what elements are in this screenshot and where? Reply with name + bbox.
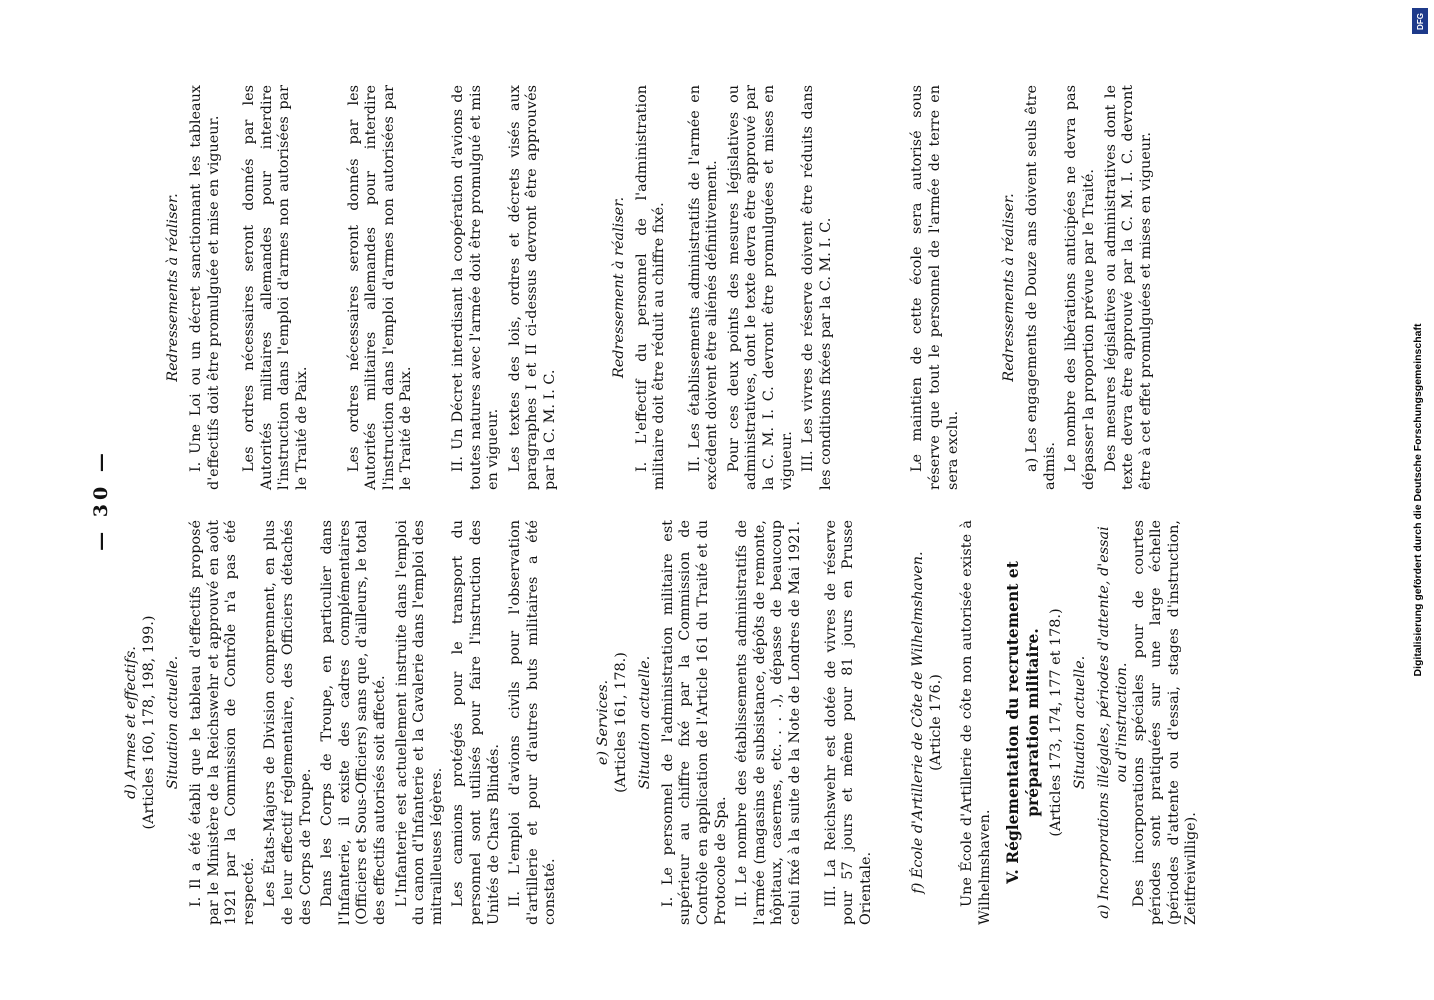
v-sub-a-title: a) Incorporations illégales, périodes d'attente, d'essai ou d'instruction.	[1095, 526, 1130, 919]
d-actual-p4: L'Infanterie est actuellement instruite dans l'emploi du canon d'Infanterie et la Cavalerie dans l'emploi des mitrailleuses légères.	[393, 520, 445, 925]
dfg-logo: DFG	[1412, 8, 1428, 34]
redress-heading-v: Redressements à réaliser.	[1001, 193, 1018, 382]
section-d-title: d) Armes et effectifs.	[123, 646, 139, 799]
v-redress-p3: Des mesures législatives ou administratives dont le texte devra être approuvé par la C. M. I. C. devront être à cet effet promulguées et mises en vigueur.	[1102, 85, 1154, 490]
section-f-title: f) École d'Artillerie de Côte de Wilhelmshaven.	[910, 551, 927, 894]
d-redress-p2: Les ordres nécessaires seront donnés par les Autorités militaires allemandes pour interdire l'instruction dans l'emploi d'armes non autorisées par le Traité de Paix.	[241, 85, 310, 490]
right-column	[122, 85, 1159, 490]
d-actual-p3: Dans les Corps de Troupe, en particulier dans l'Infanterie, il existe des cadres complémentaires (Officiers et Sous-Officiers) sans que, d'ailleurs, le total des effectifs autorisés soit affecté.	[319, 520, 388, 925]
d-redress-p1: I. Une Loi ou un décret sanctionnant les tableaux d'effectifs doit être promulguée et mise en vigueur.	[188, 85, 222, 490]
e-redress-p2: II. Les établissements administratifs de l'armée en excédent doivent être aliénés définitivement.	[686, 85, 721, 490]
section-f-articles: (Article 176.)	[928, 674, 945, 771]
e-actual-p2: II. Le nombre des établissements administratifs de l'armée (magasins de subsistance, dépôts de remonte, hôpitaux, casernes, etc. . . .), dépasse de beaucoup celui fixé à la suite de la Note de Londres de Mai 1921.	[734, 520, 804, 925]
document-page	[82, 5, 1352, 995]
page-number: — 30 —	[90, 449, 112, 551]
section-e-title: e) Services.	[594, 679, 611, 766]
section-v-title: V. Réglementation du recrutement et préparation militaire.	[1002, 561, 1042, 884]
v-actual-p1: Des incorporations spéciales pour de courtes périodes sont pratiquées sur une large échelle (périodes d'attente ou d'essai, stages d'instruction, Zeitfreiwillige).	[1130, 520, 1200, 925]
e-redress-p4: III. Les vivres de réserve doivent être réduits dans les conditions fixées par la C. M. I. C.	[800, 85, 834, 490]
d-actual-p2: Les États-Majors de Division comprennent, en plus de leur effectif réglementaire, des Officiers détachés des Corps de Troupe.	[262, 520, 314, 925]
e-redress-p1: I. L'effectif du personnel de l'administration militaire doit être réduit au chiffre fixé.	[633, 85, 668, 490]
section-e-articles: (Articles 161, 178.)	[612, 652, 629, 793]
d-actual-p5: Les camions protégés pour le transport du personnel sont utilisés pour faire l'instruction des Unités de Chars Blindés.	[450, 520, 502, 925]
d-redress-p5: Les textes des lois, ordres et décrets visés aux paragraphes I et II ci-dessus devront être approuvés par la C. M. I. C.	[506, 85, 558, 490]
redress-heading-e: Redressement à réaliser.	[610, 196, 627, 379]
digitization-note: Digitalisierung gefördert durch die Deutsche Forschungsgemeinschaft	[1412, 323, 1424, 677]
situation-heading-d: Situation actuelle.	[165, 655, 181, 790]
situation-heading-e: Situation actuelle.	[636, 655, 653, 790]
e-actual-p3: III. La Reichswehr est dotée de vivres de réserve pour 57 jours et même pour 81 jours en Prusse Orientale.	[822, 520, 874, 925]
redress-heading-d: Redressements à réaliser.	[165, 193, 181, 382]
d-redress-p4: II. Un Décret interdisant la coopération d'avions de toutes natures avec l'armée doit être promulgué et mis en vigueur.	[449, 85, 502, 490]
v-redress-p2: Le nombre des libérations anticipées ne devra pas dépasser la proportion prévue par le Traité.	[1063, 85, 1097, 490]
d-redress-p3: Les ordres nécessaires seront donnés par les Autorités militaires allemandes pour interdire l'instruction dans l'emploi d'armes non autorisées par le Traité de Paix.	[345, 85, 415, 490]
section-v-articles: (Articles 173, 174, 177 et 178.)	[1047, 608, 1064, 837]
d-actual-p1: I. Il a été établi que le tableau d'effectifs proposé par le Ministère de la Reichswehr et approuvé en août 1921 par la Commission de Contrôle n'a pas été respecté.	[188, 520, 257, 925]
f-redress-p1: Le maintien de cette école sera autorisé sous réserve que tout le personnel de l'armée de terre en sera exclu.	[909, 85, 961, 490]
d-actual-p6: II. L'emploi d'avions civils pour l'observation d'artillerie et pour d'autres buts militaires a été constaté.	[507, 520, 559, 925]
situation-heading-v: Situation actuelle.	[1071, 655, 1088, 790]
e-actual-p1: I. Le personnel de l'administration militaire est supérieur au chiffre fixé par la Commission de Contrôle en application de l'Article 161 du Traité et du Protocole de Spa.	[659, 520, 729, 925]
e-redress-p3: Pour ces deux points des mesures législatives ou administratives, dont le texte devra être approuvé par la C. M. I. C. devront être promulguées et mises en vigueur.	[725, 85, 795, 490]
f-actual-p1: Une École d'Artillerie de côte non autorisée existe à Wilhelmshaven.	[959, 520, 993, 925]
section-d-articles: (Articles 160, 178, 198, 199.)	[141, 615, 157, 830]
v-redress-p1: a) Les engagements de Douze ans doivent seuls être admis.	[1024, 85, 1058, 490]
left-column	[122, 520, 1205, 925]
